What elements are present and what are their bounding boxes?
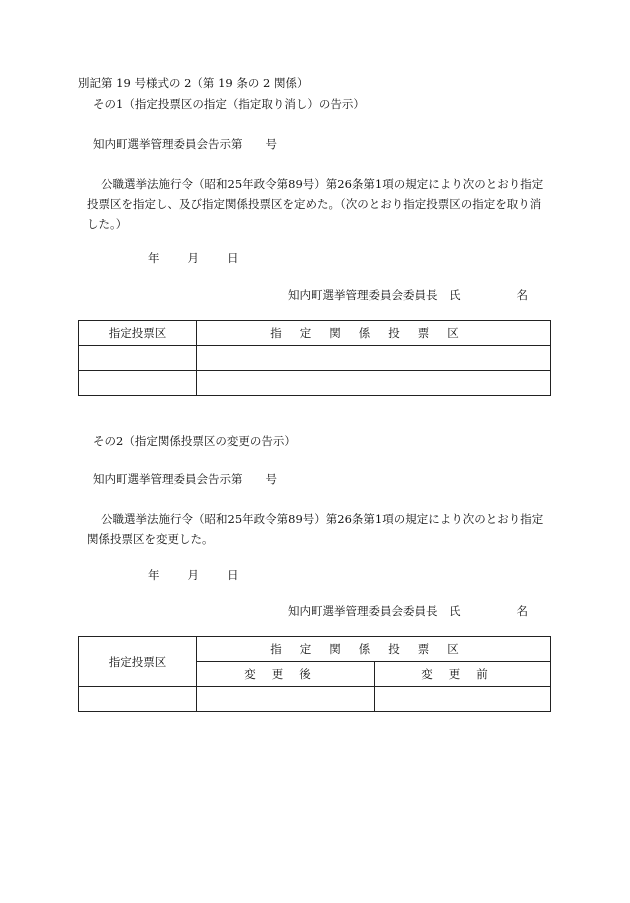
section1-cell-r2c1	[79, 371, 197, 396]
section2-table	[78, 636, 551, 712]
section1-col-related-districts: 指定関係投票区	[197, 321, 551, 346]
section2-signature	[288, 603, 528, 619]
section1-date-day: 日	[227, 251, 239, 265]
section1-signature	[288, 287, 528, 303]
section2-cell-r1c3	[375, 687, 551, 712]
section1-notice-number: 知内町選挙管理委員会告示第 号	[93, 137, 277, 151]
section1-cell-r1c1	[79, 346, 197, 371]
section2-col-before-change: 変更前	[375, 662, 551, 687]
section2-date	[148, 567, 239, 583]
section2-col-designated-district: 指定投票区	[79, 637, 197, 687]
section2-col-after-change: 変更後	[197, 662, 375, 687]
section2-date-month: 月	[187, 568, 199, 582]
section1-cell-r2c2	[197, 371, 551, 396]
section2-date-year: 年	[148, 568, 160, 582]
section1-date-month: 月	[187, 251, 199, 265]
section1-heading: その1（指定投票区の指定（指定取り消し）の告示）	[93, 97, 365, 111]
section1-table	[78, 320, 551, 396]
section2-heading: その2（指定関係投票区の変更の告示）	[93, 434, 296, 448]
section2-signature-title: 知内町選挙管理委員会委員長 氏	[288, 604, 461, 618]
section1-signature-title: 知内町選挙管理委員会委員長 氏	[288, 288, 461, 302]
section2-notice-number: 知内町選挙管理委員会告示第 号	[93, 472, 277, 486]
section1-body: 公職選挙法施行令（昭和25年政令第89号）第26条第1項の規定により次のとおり指定投票区を指定し、及び指定関係投票区を定めた。（次のとおり指定投票区の指定を取り消した。）	[87, 177, 544, 231]
section2-date-day: 日	[227, 568, 239, 582]
section2-col-related-districts: 指定関係投票区	[197, 637, 551, 662]
section2-cell-r1c2	[197, 687, 375, 712]
section1-col-designated-district: 指定投票区	[79, 321, 197, 346]
form-title: 別記第 19 号様式の 2（第 19 条の 2 関係）	[78, 76, 309, 90]
section1-cell-r1c2	[197, 346, 551, 371]
section1-date-year: 年	[148, 251, 160, 265]
section2-cell-r1c1	[79, 687, 197, 712]
section2-body: 公職選挙法施行令（昭和25年政令第89号）第26条第1項の規定により次のとおり指定関係投票区を変更した。	[87, 512, 544, 546]
section2-signature-name-suffix: 名	[516, 604, 528, 618]
section1-signature-name-suffix: 名	[516, 288, 528, 302]
section1-date	[148, 250, 239, 266]
